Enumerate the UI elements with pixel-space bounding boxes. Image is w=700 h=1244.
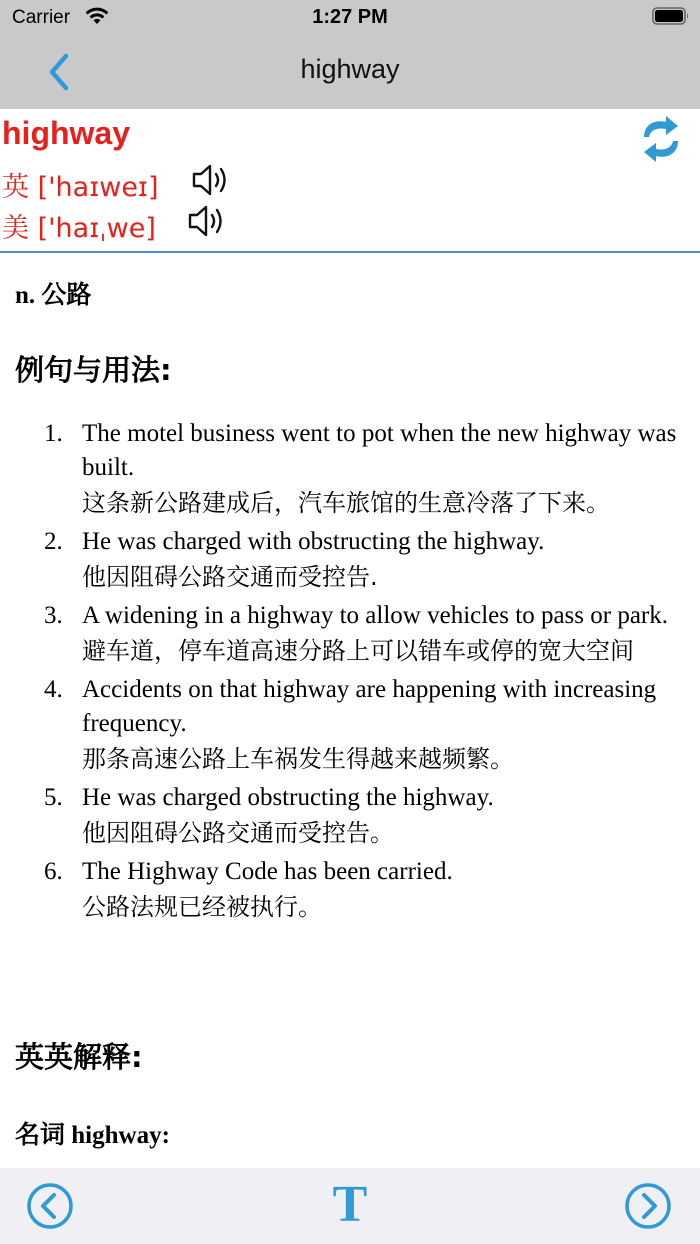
us-pronunciation xyxy=(2,206,156,245)
example-item xyxy=(0,781,700,852)
uk-phonetic: ['haɪweɪ] xyxy=(37,172,159,203)
battery-icon xyxy=(652,7,690,25)
example-chinese: 公路法规已经被执行。 xyxy=(82,893,322,921)
example-item xyxy=(0,599,700,670)
example-chinese: 那条高速公路上车祸发生得越来越频繁。 xyxy=(82,745,514,773)
example-item xyxy=(0,673,700,778)
example-number: 6. xyxy=(44,858,63,885)
uk-pronunciation xyxy=(2,165,159,204)
us-speaker-button[interactable] xyxy=(186,203,226,239)
bottom-toolbar xyxy=(0,1168,700,1244)
uk-label: 英 xyxy=(2,172,29,203)
example-english: He was charged obstructing the highway. xyxy=(82,784,494,811)
page-title: highway xyxy=(300,54,400,84)
us-label: 美 xyxy=(2,213,29,244)
refresh-icon xyxy=(638,150,684,169)
example-number: 2. xyxy=(44,528,63,555)
example-number: 4. xyxy=(44,676,63,703)
navigation-bar xyxy=(0,36,700,109)
refresh-button[interactable] xyxy=(638,113,684,165)
example-english: He was charged with obstructing the highway. xyxy=(82,528,545,555)
uk-speaker-button[interactable] xyxy=(190,162,230,198)
example-item xyxy=(0,525,700,596)
definition-text: n. 公路 xyxy=(15,282,92,309)
clock-time: 1:27 PM xyxy=(312,6,388,28)
example-number: 3. xyxy=(44,602,63,629)
definition-content[interactable] xyxy=(0,253,700,1168)
speaker-icon xyxy=(186,224,226,243)
font-size-button[interactable]: T xyxy=(332,1176,368,1233)
example-item xyxy=(0,855,700,926)
next-word-button[interactable] xyxy=(624,1182,672,1230)
example-english: The Highway Code has been carried. xyxy=(82,858,453,885)
headword: highway xyxy=(2,115,131,151)
speaker-icon xyxy=(190,183,230,202)
example-chinese: 他因阻碍公路交通而受控告. xyxy=(82,563,378,591)
word-header xyxy=(0,109,700,253)
example-chinese: 这条新公路建成后，汽车旅馆的生意冷落了下来。 xyxy=(82,489,610,517)
noun-label: 名词 xyxy=(15,1120,66,1149)
example-english: A widening in a highway to allow vehicles to pass or park. xyxy=(82,602,668,629)
noun-word: highway: xyxy=(71,1122,170,1149)
example-english: The motel business went to pot when the new highway was built. xyxy=(82,420,677,481)
example-number: 5. xyxy=(44,784,63,811)
carrier-label: Carrier xyxy=(12,7,71,28)
examples-heading: 例句与用法: xyxy=(15,353,172,387)
circle-chevron-left-icon xyxy=(26,1215,74,1234)
english-definitions-heading: 英英解释: xyxy=(15,1040,143,1074)
example-chinese: 避车道，停车道高速分路上可以错车或停的宽大空间 xyxy=(82,637,634,665)
example-chinese: 他因阻碍公路交通而受控告。 xyxy=(82,819,394,847)
status-bar xyxy=(0,0,700,36)
circle-chevron-right-icon xyxy=(624,1215,672,1234)
example-number: 1. xyxy=(44,420,63,447)
example-item xyxy=(0,417,700,522)
noun-heading xyxy=(15,1115,170,1151)
previous-word-button[interactable] xyxy=(26,1182,74,1230)
us-phonetic: ['haɪˌwe] xyxy=(37,213,156,244)
example-english: Accidents on that highway are happening with increasing frequency. xyxy=(82,676,657,737)
examples-list xyxy=(0,417,700,929)
